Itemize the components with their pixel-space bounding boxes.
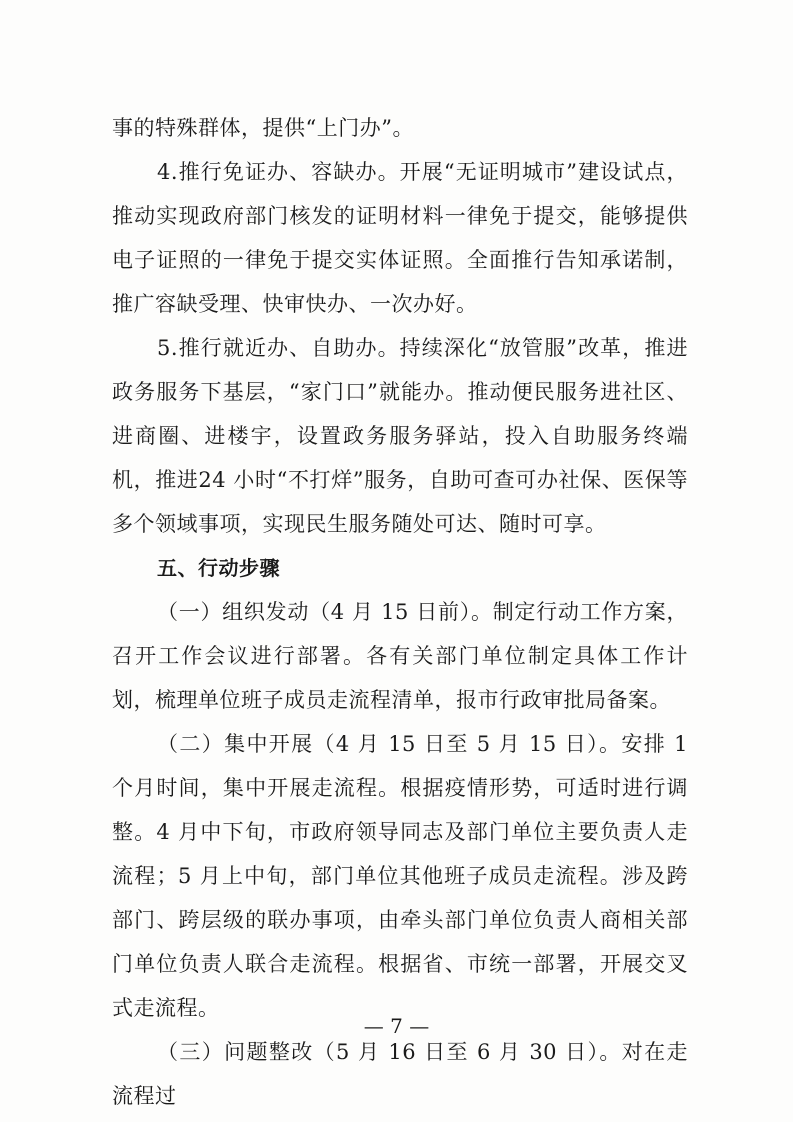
paragraph-step-1: （一）组织发动（4 月 15 日前）。制定行动工作方案，召开工作会议进行部署。各有关部门单位制定具体工作计划，梳理单位班子成员走流程清单，报市行政审批局备案。 [112,600,688,712]
paragraph-item-5: 5.推行就近办、自助办。持续深化“放管服”改革，推进政务服务下基层，“家门口”就能办。推动便民服务进社区、进商圈、进楼宇，设置政务服务驿站，投入自助服务终端机，推进24 小时“不打烊”服务，自助可查可办社保、医保等多个领域事项，实现民生服务随处可达、随时可享。 [112,336,688,536]
paragraph-step-2: （二）集中开展（4 月 15 日至 5 月 15 日）。安排 1 个月时间，集中开展走流程。根据疫情形势，可适时进行调整。4 月中下旬，市政府领导同志及部门单位主要负责人走流程；5 月上中旬，部门单位其他班子成员走流程。涉及跨部门、跨层级的联办事项，由牵头部门单位负责人商相关部门单位负责人联合走流程。根据省、市统一部署，开展交叉式走流程。 [112,732,688,1020]
paragraph-step-3: （三）问题整改（5 月 16 日至 6 月 30 日）。对在走流程过 [112,1040,688,1108]
page-number: — 7 — [363,1014,430,1038]
paragraph-continuation: 事的特殊群体，提供“上门办”。 [112,116,414,140]
paragraph-item-4: 4.推行免证办、容缺办。开展“无证明城市”建设试点，推动实现政府部门核发的证明材料一律免于提交，能够提供电子证照的一律免于提交实体证照。全面推行告知承诺制，推广容缺受理、快审快办、一次办好。 [112,160,688,316]
document-body [112,106,688,1118]
section-heading: 五、行动步骤 [157,556,280,580]
